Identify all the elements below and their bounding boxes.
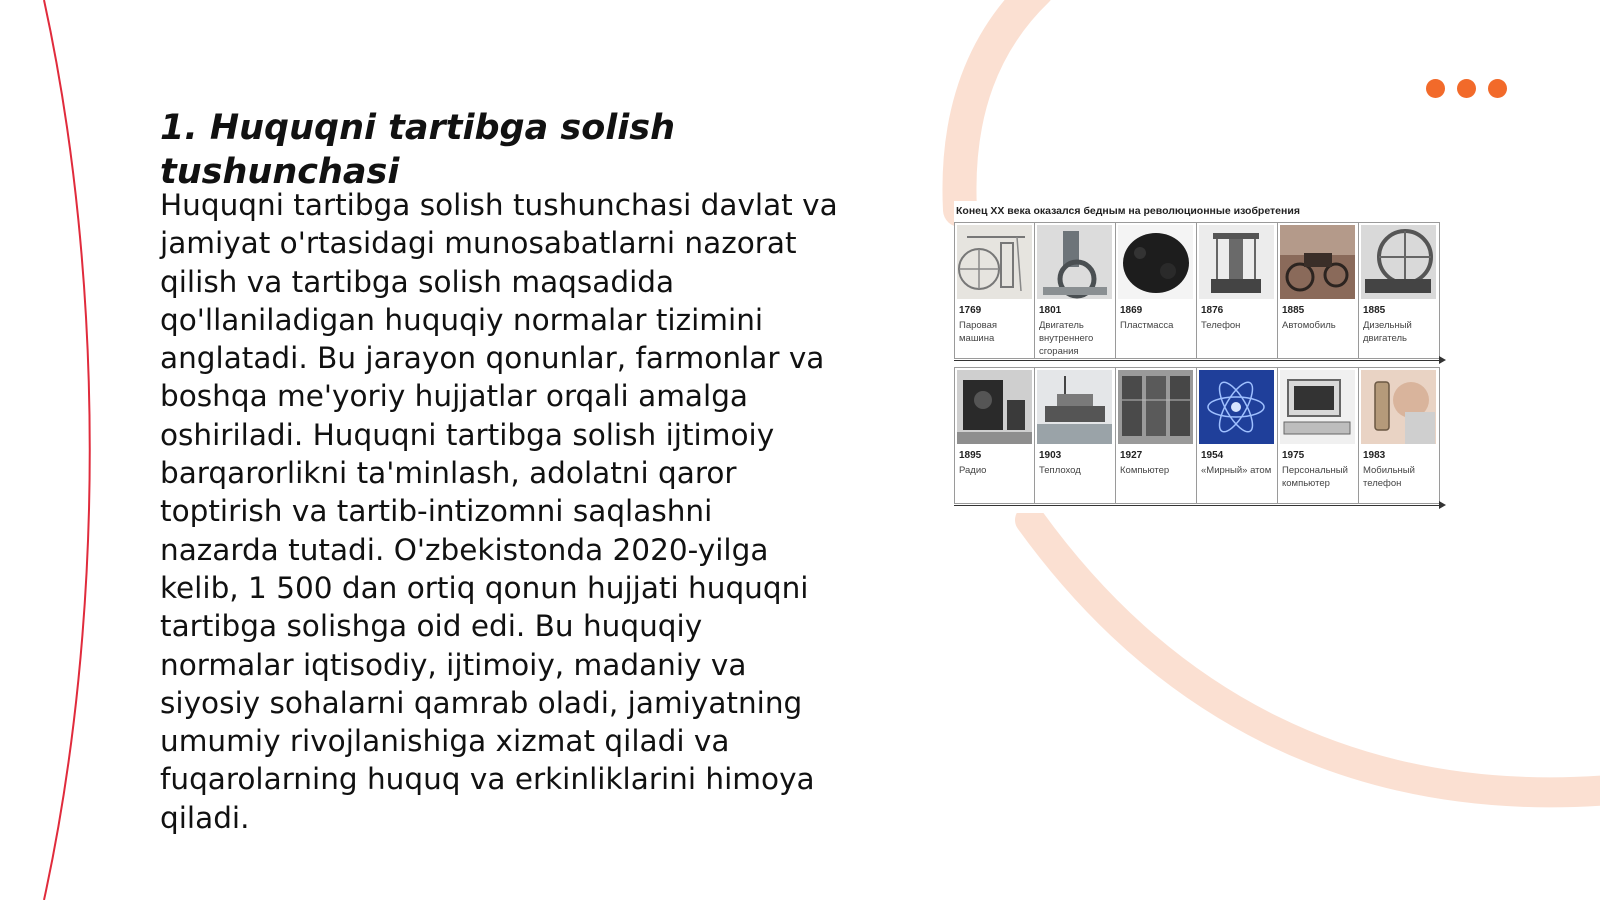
mobile-phone-icon [1361, 370, 1436, 444]
early-computer-icon [1118, 370, 1193, 444]
invention-year: 1801 [1039, 305, 1062, 316]
motor-ship-icon [1037, 370, 1112, 444]
invention-cell [1197, 367, 1278, 504]
invention-year: 1869 [1120, 305, 1143, 316]
invention-label: Пластмасса [1120, 320, 1174, 331]
invention-cell [1116, 222, 1197, 359]
slide-title: 1. Huquqni tartibga solish tushunchasi [160, 108, 676, 192]
invention-year: 1983 [1363, 450, 1386, 461]
automobile-icon [1280, 225, 1355, 299]
orange-ring-arc-lower [1030, 520, 1600, 792]
invention-year: 1954 [1201, 450, 1224, 461]
inventions-figure [954, 201, 1444, 513]
slide-body-text: Huquqni tartibga solish tushunchasi davlat va jamiyat o'rtasidagi munosabatlarni nazorat qilish va tartibga solish maqsadida qo'llaniladigan huquqiy normalar tizimini anglatadi. Bu jarayon qonunlar, farmonlar va boshqa me'yoriy hujjatlar orqali amalga oshiriladi. Huquqni tartibga solish ijtimoiy barqarorlikni ta'minlash, adolatni qaror toptirish va tartib-intizomni saqlashni nazarda tutadi. O'zbekistonda 2020-yilga kelib, 1 500 dan ortiq qonun hujjati huquqni tartibga solishga oid edi. Bu huquqiy normalar iqtisodiy, ijtimoiy, madaniy va siyosiy sohalarni qamrab oladi, jamiyatning umumiy rivojlanishiga xizmat qiladi va fuqarolarning huquq va erkinliklarini himoya qiladi. [160, 188, 838, 835]
dot [1488, 79, 1507, 98]
invention-cell [954, 367, 1035, 504]
invention-label: «Мирный» атом [1201, 465, 1272, 476]
invention-year: 1876 [1201, 305, 1224, 316]
invention-cell [1116, 367, 1197, 504]
invention-cell [1197, 222, 1278, 359]
invention-label: Автомобиль [1282, 320, 1336, 331]
invention-cell [1278, 222, 1359, 359]
timeline-arrow [954, 360, 1440, 361]
left-red-curve [44, 0, 90, 900]
invention-label: Дизельный двигатель [1363, 320, 1412, 344]
invention-year: 1903 [1039, 450, 1062, 461]
radio-icon [957, 370, 1032, 444]
decorative-dots [1426, 79, 1507, 98]
invention-year: 1885 [1363, 305, 1386, 316]
invention-label: Радио [959, 465, 987, 476]
diesel-engine-icon [1361, 225, 1436, 299]
invention-cell [954, 222, 1035, 359]
figure-title: Конец XX века оказался бедным на революционные изобретения [956, 205, 1300, 217]
inventions-row-1 [954, 222, 1440, 359]
invention-cell [1035, 222, 1116, 359]
orange-ring-arc-upper [959, 0, 1037, 210]
invention-label: Двигатель внутреннего сгорания [1039, 320, 1094, 357]
invention-label: Персональный компьютер [1282, 465, 1348, 489]
invention-cell [1359, 367, 1440, 504]
telephone-icon [1199, 225, 1274, 299]
steam-engine-icon [957, 225, 1032, 299]
combustion-engine-icon [1037, 225, 1112, 299]
atom-icon [1199, 370, 1274, 444]
inventions-row-2 [954, 367, 1440, 504]
plastic-icon [1118, 225, 1193, 299]
invention-year: 1895 [959, 450, 982, 461]
invention-cell [1359, 222, 1440, 359]
dot [1426, 79, 1445, 98]
invention-cell [1035, 367, 1116, 504]
personal-computer-icon [1280, 370, 1355, 444]
invention-label: Мобильный телефон [1363, 465, 1415, 489]
invention-year: 1975 [1282, 450, 1305, 461]
invention-label: Теплоход [1039, 465, 1081, 476]
invention-label: Компьютер [1120, 465, 1170, 476]
invention-cell [1278, 367, 1359, 504]
invention-year: 1885 [1282, 305, 1305, 316]
dot [1457, 79, 1476, 98]
invention-label: Телефон [1201, 320, 1241, 331]
invention-label: Паровая машина [959, 320, 998, 344]
invention-year: 1927 [1120, 450, 1143, 461]
invention-year: 1769 [959, 305, 982, 316]
timeline-arrow [954, 505, 1440, 506]
